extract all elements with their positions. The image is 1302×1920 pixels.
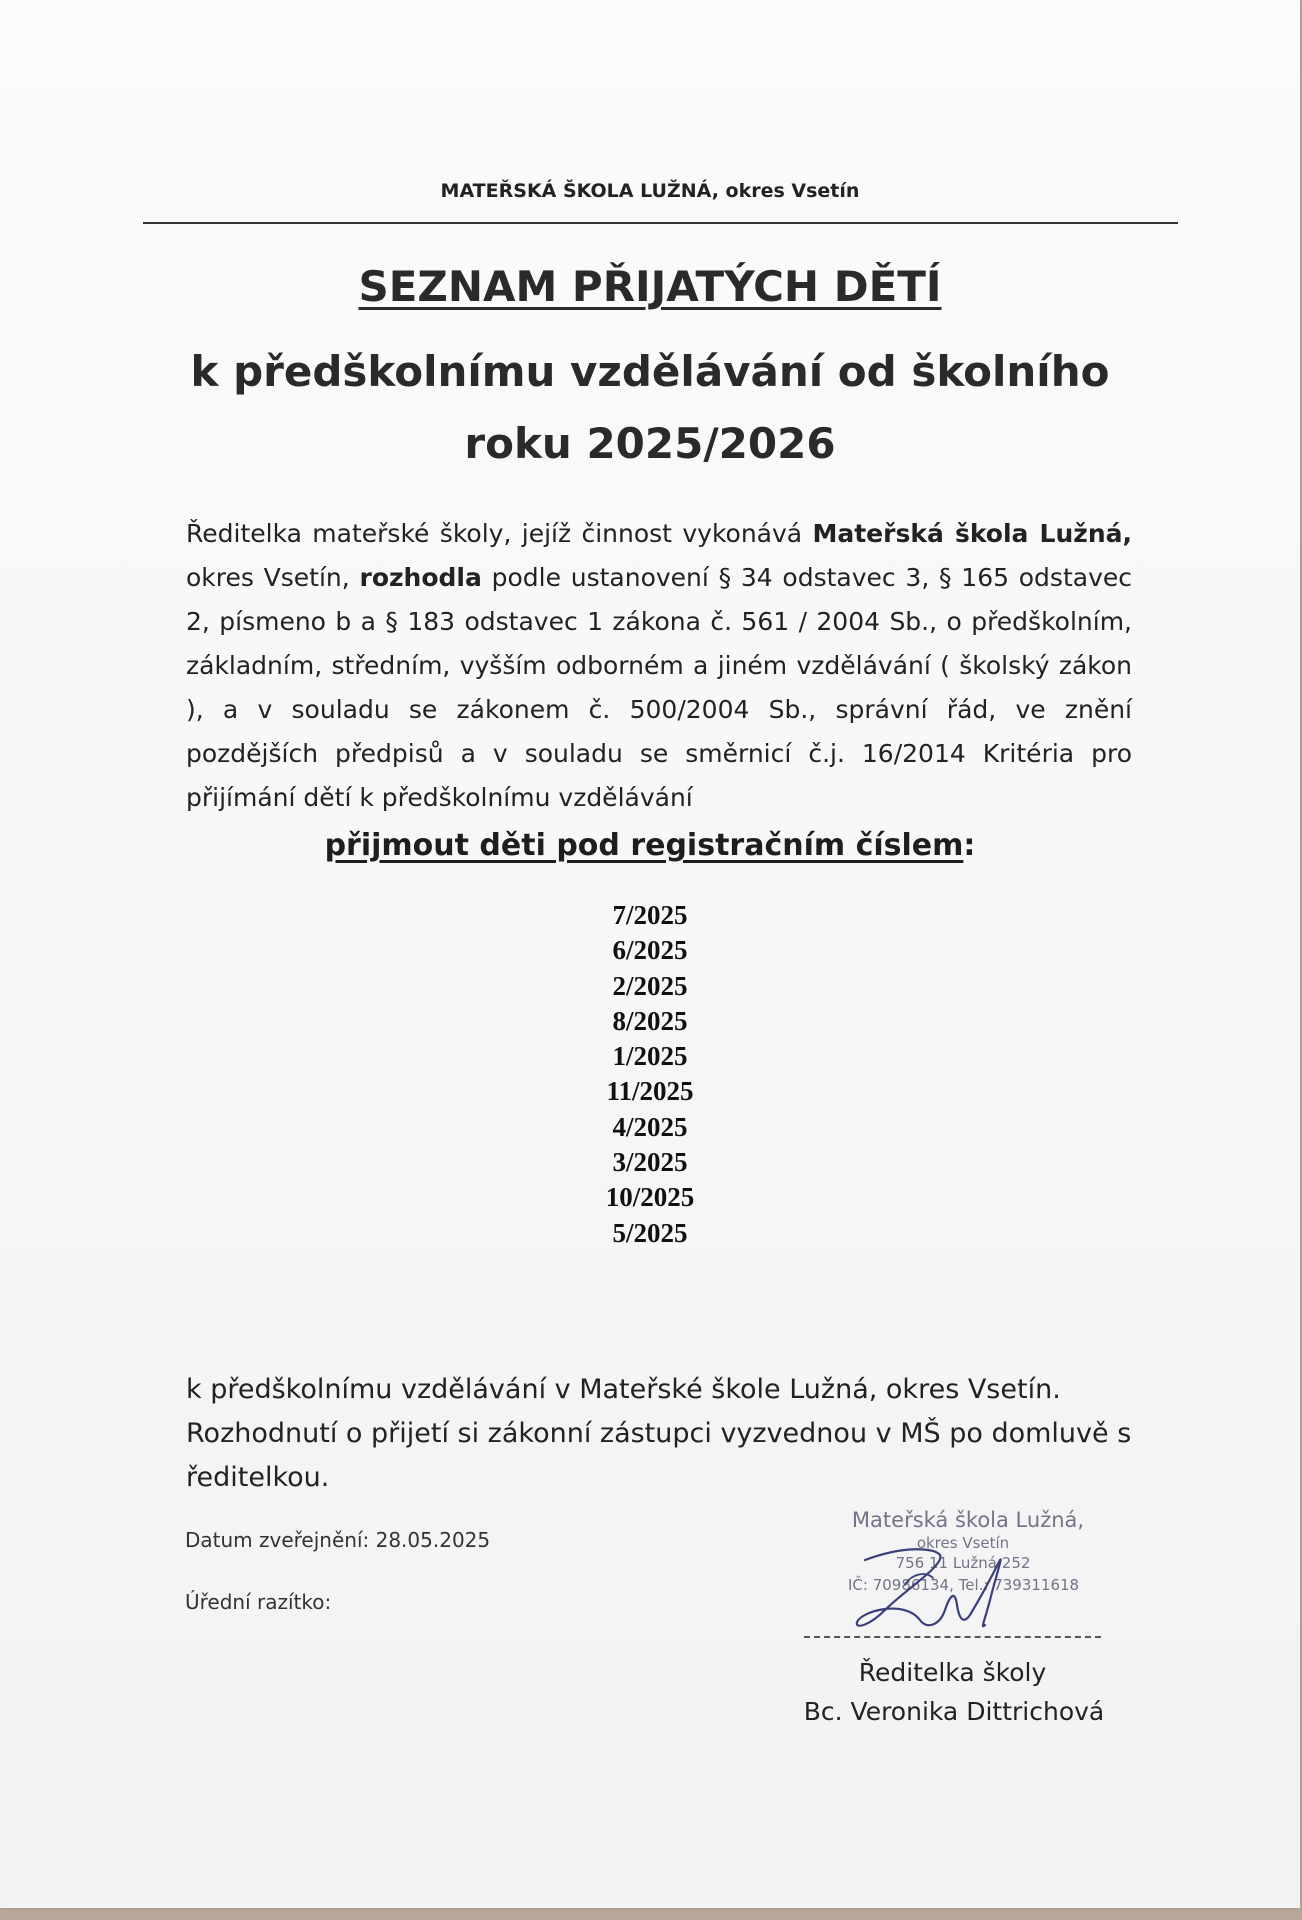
school-header: MATEŘSKÁ ŠKOLA LUŽNÁ, okres Vsetín (440, 180, 860, 202)
official-stamp-label: Úřední razítko: (185, 1590, 332, 1614)
registration-number: 4/2025 (612, 1111, 688, 1142)
stamp-line-1: Mateřská škola Lužná, (851, 1508, 1085, 1532)
handwritten-signature (845, 1530, 1045, 1640)
paragraph-text-1: Ředitelka mateřské školy, jejíž činnost vykonává (186, 519, 813, 548)
registration-number: 6/2025 (612, 935, 688, 966)
stamp-line-2: okres Vsetín (916, 1534, 1010, 1552)
closing-line-2: Rozhodnutí o přijetí si zákonní zástupci vyzvednou v MŠ po domluvě s ředitelkou. (186, 1418, 1132, 1493)
closing-paragraph (186, 1368, 1146, 1500)
document-subtitle (0, 336, 1300, 480)
title-line-2: k předškolnímu vzdělávání od školního (190, 347, 1110, 396)
closing-line-1: k předškolnímu vzdělávání v Mateřské škole Lužná, okres Vsetín. (186, 1374, 1061, 1405)
document-title (0, 262, 1300, 311)
signature-line (804, 1636, 1101, 1638)
registration-number: 7/2025 (612, 900, 688, 930)
registration-number: 3/2025 (612, 1147, 688, 1178)
decision-heading-text: přijmout děti pod registračním číslem (324, 828, 964, 863)
paragraph-text-2: okres Vsetín, (186, 563, 360, 592)
decision-heading (0, 828, 1300, 863)
registration-number: 10/2025 (605, 1182, 695, 1213)
registration-number-list (0, 898, 1300, 1251)
decision-paragraph (186, 512, 1132, 820)
decided-bold: rozhodla (359, 563, 482, 592)
title-line-3: roku 2025/2026 (464, 419, 836, 468)
registration-number: 2/2025 (612, 970, 688, 1001)
director-name: Bc. Veronika Dittrichová (803, 1697, 1105, 1726)
director-role: Ředitelka školy (858, 1658, 1047, 1687)
registration-number: 5/2025 (612, 1217, 688, 1248)
paragraph-text-3: podle ustanovení § 34 odstavec 3, § 165 odstavec 2, písmeno b a § 183 odstavec 1 zákona č. 561 / 2004 Sb., o předškolním, základním, středním, vyšším odborném a jiném vzdělávání ( školský zákon ), a v souladu se zákonem č. 500/2004 Sb., správní řád, ve znění pozdějších předpisů a v souladu se směrnicí č.j. 16/2014 Kritéria pro přijímání dětí k předškolnímu vzdělávání (186, 563, 1132, 812)
registration-number: 1/2025 (612, 1041, 688, 1072)
title-line-1: SEZNAM PŘIJATÝCH DĚTÍ (358, 262, 942, 311)
school-name-bold: Mateřská škola Lužná, (812, 519, 1132, 548)
publication-date: Datum zveřejnění: 28.05.2025 (185, 1528, 491, 1552)
registration-number: 8/2025 (612, 1005, 688, 1036)
stamp-line-4: IČ: 70986134, Tel.: 739311618 (848, 1576, 1080, 1594)
registration-number: 11/2025 (606, 1076, 694, 1107)
header-divider (143, 222, 1178, 224)
stamp-line-3: 756 11 Lužná 252 (895, 1554, 1031, 1572)
decision-colon: : (963, 828, 976, 863)
